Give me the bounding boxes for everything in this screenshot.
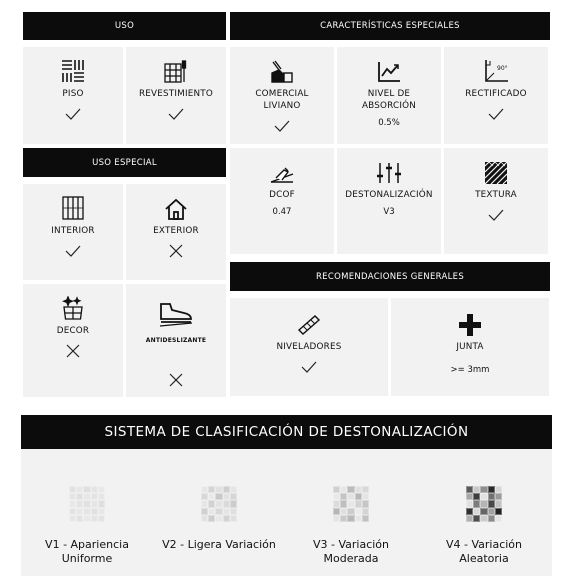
- cross-icon: [169, 372, 183, 388]
- tone-label-v3: [313, 538, 389, 566]
- tone-swatch-tile: [488, 493, 495, 500]
- decor-sparkle-icon: [61, 294, 85, 320]
- tone-swatch-tile: [201, 493, 208, 500]
- tone-swatch-tile: [340, 515, 347, 522]
- tone-v1-line1: V1 - Apariencia: [45, 537, 129, 551]
- tone-swatch-tile: [201, 500, 208, 507]
- uso-revestimiento-cell: [126, 47, 226, 144]
- tone-swatch-tile: [333, 508, 340, 515]
- tone-swatch-tile: [473, 515, 480, 522]
- tone-swatch-tile: [91, 486, 98, 493]
- classification-panel: [21, 449, 552, 576]
- check-icon: [274, 118, 290, 134]
- tone-swatch-tile: [466, 515, 473, 522]
- tone-swatch-tile: [362, 493, 369, 500]
- absorption-chart-icon: [377, 57, 401, 83]
- tone-swatch-tile: [223, 515, 230, 522]
- tone-v4-line1: V4 - Variación: [445, 537, 523, 551]
- tone-swatch-tile: [83, 486, 90, 493]
- section-header-uso-especial: USO ESPECIAL: [23, 148, 226, 177]
- decor-cell: [23, 284, 123, 397]
- house-icon: [164, 194, 188, 220]
- tone-swatch-v2: [201, 486, 237, 522]
- cross-icon: [169, 243, 183, 259]
- destonalizacion-value: V3: [383, 207, 395, 217]
- tone-swatch-tile: [83, 508, 90, 515]
- tone-v3-line2: Moderada: [323, 551, 379, 565]
- commercial-traffic-icon: [270, 57, 294, 83]
- tone-swatch-tile: [223, 500, 230, 507]
- tone-swatch-tile: [98, 493, 105, 500]
- tone-swatch-tile: [340, 486, 347, 493]
- tone-swatch-tile: [215, 515, 222, 522]
- tone-label-v2: [162, 538, 276, 552]
- tone-swatch-tile: [91, 508, 98, 515]
- tone-swatch-tile: [76, 515, 83, 522]
- tone-swatch-tile: [223, 486, 230, 493]
- tone-swatch-tile: [495, 515, 502, 522]
- tone-swatch-v4: [466, 486, 502, 522]
- tone-swatch-tile: [91, 515, 98, 522]
- tone-swatch-tile: [83, 500, 90, 507]
- tone-label-v1: [45, 538, 129, 566]
- check-icon: [488, 207, 504, 223]
- tone-swatch-tile: [201, 515, 208, 522]
- tone-swatch-tile: [98, 515, 105, 522]
- tone-swatch-tile: [340, 493, 347, 500]
- check-icon: [301, 359, 317, 375]
- antideslizante-cell: [126, 284, 226, 397]
- tone-swatch-tile: [480, 508, 487, 515]
- floor-pattern-icon: [61, 57, 85, 83]
- decor-label: DECOR: [56, 326, 90, 336]
- tone-swatch-tile: [69, 486, 76, 493]
- antideslizante-label: ANTIDESLIZANTE: [145, 337, 207, 344]
- tone-swatch-tile: [215, 500, 222, 507]
- tone-swatch-tile: [347, 500, 354, 507]
- tone-v4: [424, 486, 544, 566]
- tone-swatch-tile: [340, 508, 347, 515]
- tone-v2-line1: V2 - Ligera Variación: [162, 537, 276, 551]
- wall-tiles-icon: [164, 57, 188, 83]
- tone-swatch-tile: [488, 508, 495, 515]
- tone-swatch-tile: [488, 500, 495, 507]
- niveladores-cell: [230, 298, 388, 396]
- tone-swatch-tile: [340, 500, 347, 507]
- dcof-cell: [230, 148, 334, 254]
- tone-swatch-tile: [76, 500, 83, 507]
- revestimiento-label: REVESTIMIENTO: [138, 89, 214, 99]
- tone-swatch-tile: [480, 486, 487, 493]
- tone-swatch-tile: [362, 500, 369, 507]
- dcof-value: 0.47: [272, 207, 292, 217]
- niveladores-label: NIVELADORES: [276, 342, 342, 352]
- absorcion-label-line1: NIVEL DE: [367, 89, 411, 99]
- cross-icon: [66, 343, 80, 359]
- tone-swatch-tile: [355, 508, 362, 515]
- check-icon: [168, 106, 184, 122]
- piso-label: PISO: [62, 89, 84, 99]
- tone-swatch-v3: [333, 486, 369, 522]
- exterior-cell: [126, 184, 226, 280]
- section-header-recomendaciones: RECOMENDACIONES GENERALES: [230, 262, 550, 291]
- tone-swatch-tile: [362, 486, 369, 493]
- tone-swatch-tile: [208, 508, 215, 515]
- tone-swatch-tile: [466, 493, 473, 500]
- tone-swatch-tile: [69, 508, 76, 515]
- tone-swatch-tile: [495, 508, 502, 515]
- tone-swatch-tile: [69, 515, 76, 522]
- tone-swatch-tile: [230, 515, 237, 522]
- comercial-label-line2: LIVIANO: [263, 101, 301, 111]
- rectificado-cell: [444, 47, 548, 144]
- tone-swatch-tile: [230, 508, 237, 515]
- tone-swatch-tile: [208, 500, 215, 507]
- interior-door-icon: [62, 194, 84, 220]
- tone-swatch-tile: [83, 515, 90, 522]
- tone-swatch-tile: [223, 508, 230, 515]
- tone-swatch-tile: [488, 486, 495, 493]
- destonalizacion-label: DESTONALIZACIÓN: [345, 190, 433, 200]
- section-header-caracteristicas: CARACTERÍSTICAS ESPECIALES: [230, 12, 550, 40]
- comercial-liviano-label: [255, 88, 308, 112]
- tone-swatch-tile: [355, 515, 362, 522]
- section-header-uso: USO: [23, 12, 226, 40]
- tone-swatch-tile: [201, 486, 208, 493]
- tone-swatch-tile: [91, 493, 98, 500]
- destonalizacion-cell: [337, 148, 441, 254]
- tone-swatch-tile: [69, 493, 76, 500]
- check-icon: [65, 243, 81, 259]
- tone-swatch-tile: [466, 508, 473, 515]
- rectified-angle-icon: [483, 57, 509, 83]
- check-icon: [488, 106, 504, 122]
- tone-swatch-tile: [480, 493, 487, 500]
- rectificado-label: RECTIFICADO: [465, 89, 527, 99]
- tone-swatch-tile: [347, 515, 354, 522]
- tone-swatch-tile: [473, 486, 480, 493]
- tone-swatch-tile: [201, 508, 208, 515]
- junta-label: JUNTA: [456, 342, 484, 352]
- tone-swatch-tile: [480, 515, 487, 522]
- texture-icon: [485, 158, 507, 184]
- tone-swatch-tile: [347, 486, 354, 493]
- tone-swatch-tile: [98, 508, 105, 515]
- plus-joint-icon: [459, 310, 481, 336]
- dcof-label: DCOF: [269, 190, 295, 200]
- tone-swatch-tile: [347, 493, 354, 500]
- tone-swatch-tile: [83, 493, 90, 500]
- tone-swatch-tile: [473, 500, 480, 507]
- textura-label: TEXTURA: [475, 190, 517, 200]
- uso-piso-cell: [23, 47, 123, 144]
- tone-swatch-tile: [76, 493, 83, 500]
- tone-swatch-tile: [473, 508, 480, 515]
- tone-swatch-tile: [362, 515, 369, 522]
- tone-v3: [291, 486, 411, 566]
- tone-swatch-tile: [480, 500, 487, 507]
- tone-swatch-tile: [333, 486, 340, 493]
- tone-swatch-tile: [473, 493, 480, 500]
- tone-swatch-v1: [69, 486, 105, 522]
- tone-swatch-tile: [208, 493, 215, 500]
- tone-swatch-tile: [495, 500, 502, 507]
- tone-swatch-tile: [333, 500, 340, 507]
- tone-swatch-tile: [495, 493, 502, 500]
- tone-swatch-tile: [69, 500, 76, 507]
- tone-swatch-tile: [355, 486, 362, 493]
- tone-swatch-tile: [362, 508, 369, 515]
- absorcion-cell: [337, 47, 441, 144]
- textura-cell: [444, 148, 548, 254]
- tone-v1-line2: Uniforme: [61, 551, 113, 565]
- absorcion-value: 0.5%: [378, 118, 400, 128]
- tone-swatch-tile: [230, 493, 237, 500]
- tone-swatch-tile: [208, 486, 215, 493]
- dcof-slip-icon: [270, 158, 294, 184]
- tone-swatch-tile: [230, 500, 237, 507]
- tone-swatch-tile: [76, 508, 83, 515]
- tone-swatch-tile: [215, 508, 222, 515]
- tone-swatch-tile: [76, 486, 83, 493]
- exterior-label: EXTERIOR: [153, 226, 199, 236]
- tone-swatch-tile: [98, 500, 105, 507]
- tone-swatch-tile: [355, 500, 362, 507]
- comercial-label-line1: COMERCIAL: [255, 89, 309, 99]
- tone-swatch-tile: [466, 486, 473, 493]
- absorcion-label: [362, 88, 416, 112]
- tone-v4-line2: Aleatoria: [459, 551, 509, 565]
- tone-v1: [27, 486, 147, 566]
- tone-swatch-tile: [495, 486, 502, 493]
- junta-value: >= 3mm: [450, 365, 490, 375]
- angle-text: 90°: [497, 65, 508, 72]
- tone-v2: [159, 486, 279, 552]
- tone-swatch-tile: [488, 515, 495, 522]
- shade-variation-icon: [376, 158, 402, 184]
- tone-swatch-tile: [215, 486, 222, 493]
- tone-v3-line1: V3 - Variación: [312, 537, 390, 551]
- tone-swatch-tile: [355, 493, 362, 500]
- tone-swatch-tile: [466, 500, 473, 507]
- junta-cell: [391, 298, 549, 396]
- tone-swatch-tile: [91, 500, 98, 507]
- shoe-icon: [158, 300, 194, 328]
- tone-swatch-tile: [223, 493, 230, 500]
- tone-swatch-tile: [98, 486, 105, 493]
- tone-swatch-tile: [230, 486, 237, 493]
- tone-swatch-tile: [208, 515, 215, 522]
- check-icon: [65, 106, 81, 122]
- absorcion-label-line2: ABSORCIÓN: [361, 101, 417, 111]
- classification-title: SISTEMA DE CLASIFICACIÓN DE DESTONALIZACIÓN: [21, 415, 552, 449]
- leveler-icon: [297, 310, 321, 336]
- comercial-liviano-cell: [230, 47, 334, 144]
- tone-swatch-tile: [333, 493, 340, 500]
- interior-cell: [23, 184, 123, 280]
- interior-label: INTERIOR: [51, 226, 95, 236]
- tone-label-v4: [446, 538, 522, 566]
- tone-swatch-tile: [347, 508, 354, 515]
- tone-swatch-tile: [215, 493, 222, 500]
- tone-swatch-tile: [333, 515, 340, 522]
